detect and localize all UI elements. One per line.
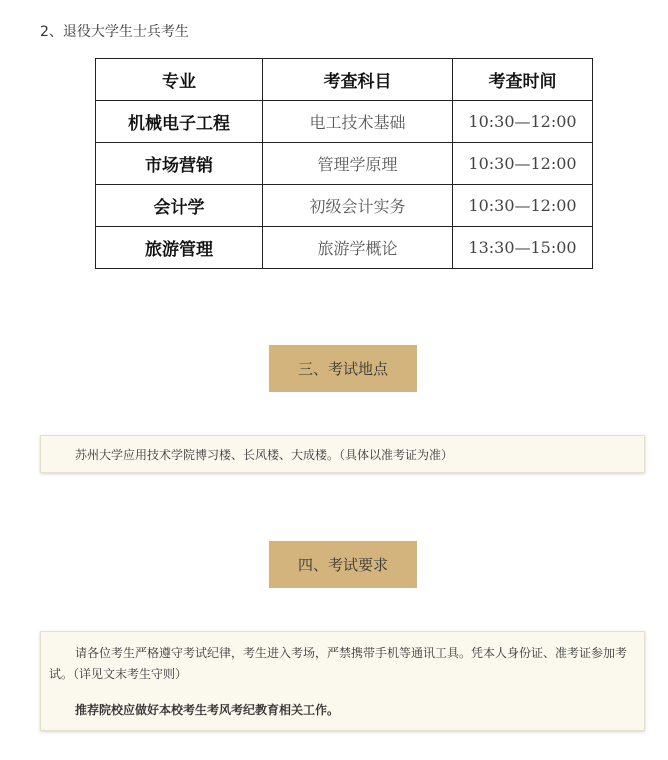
table-header-row	[96, 59, 593, 101]
cell-subject: 旅游学概论	[263, 227, 453, 269]
cell-subject: 管理学原理	[263, 143, 453, 185]
section-header-exam-location: 三、考试地点	[269, 345, 417, 392]
section-header-exam-requirements: 四、考试要求	[269, 541, 417, 588]
cell-time: 10:30—12:00	[453, 185, 593, 227]
cell-time: 10:30—12:00	[453, 101, 593, 143]
section-subtitle: 2、退役大学生士兵考生	[40, 24, 189, 40]
cell-major: 旅游管理	[96, 227, 263, 269]
header-time: 考查时间	[453, 59, 593, 101]
exam-requirements-box	[40, 631, 645, 731]
cell-subject: 初级会计实务	[263, 185, 453, 227]
cell-subject: 电工技术基础	[263, 101, 453, 143]
cell-time: 13:30—15:00	[453, 227, 593, 269]
header-major: 专业	[96, 59, 263, 101]
cell-major: 机械电子工程	[96, 101, 263, 143]
exam-schedule-table	[95, 58, 593, 269]
exam-requirements-note: 推荐院校应做好本校考生考风考纪教育相关工作。	[75, 703, 340, 717]
cell-major: 会计学	[96, 185, 263, 227]
header-subject: 考查科目	[263, 59, 453, 101]
cell-time: 10:30—12:00	[453, 143, 593, 185]
exam-location-box	[40, 435, 645, 473]
table-row	[96, 227, 593, 269]
exam-location-text: 苏州大学应用技术学院博习楼、长风楼、大成楼。（具体以准考证为准）	[75, 447, 454, 462]
cell-major: 市场营销	[96, 143, 263, 185]
table-row	[96, 143, 593, 185]
exam-requirements-text: 请各位考生严格遵守考试纪律，考生进入考场，严禁携带手机等通讯工具。凭本人身份证、准考证参加考试。（详见文末考生守则）	[49, 646, 628, 681]
table-row	[96, 185, 593, 227]
table-row	[96, 101, 593, 143]
